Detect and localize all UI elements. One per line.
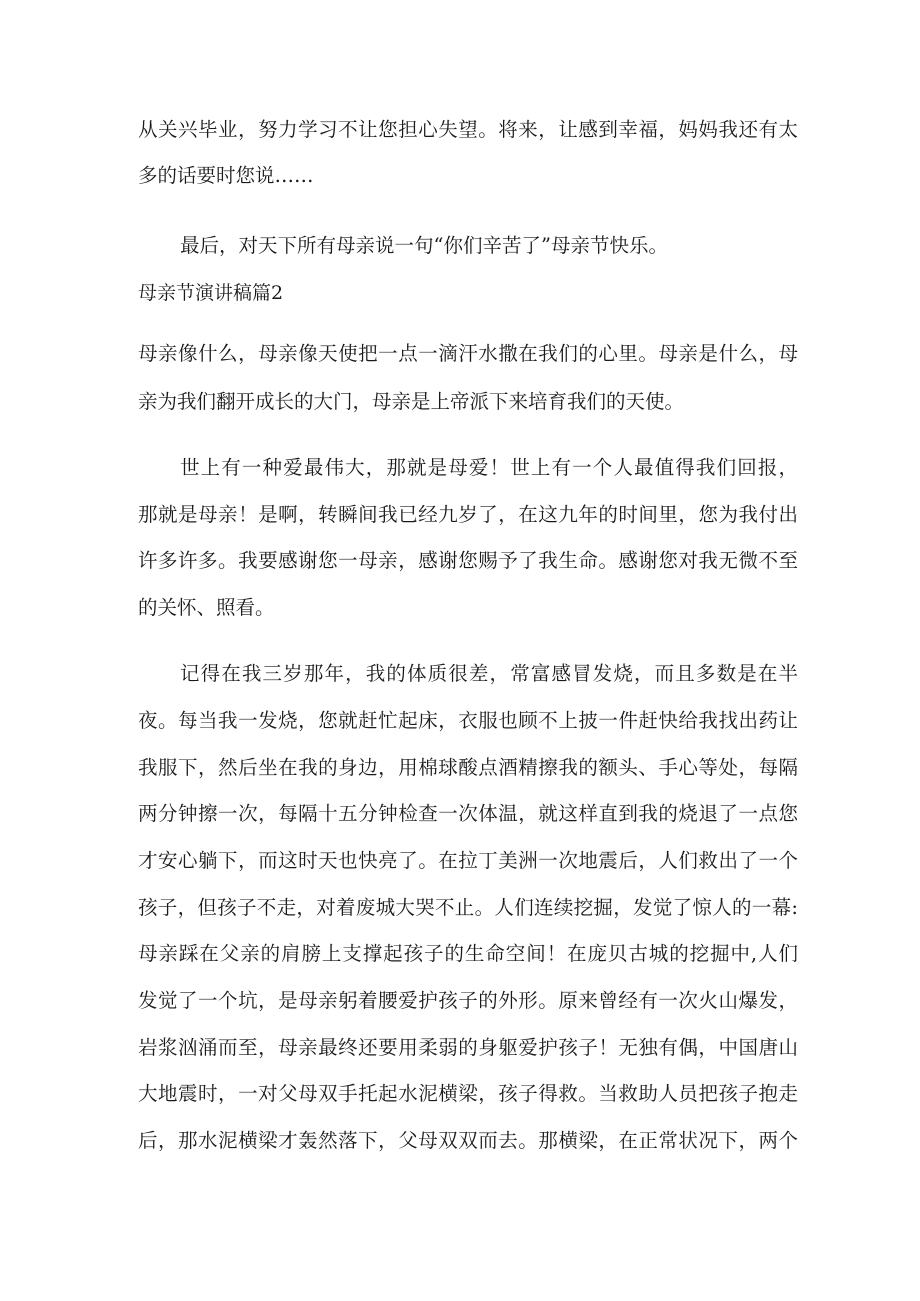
text-line: 两分钟擦一次，每隔十五分钟检查一次体温，就这样直到我的烧退了一点您 xyxy=(138,802,798,825)
text-line: 大地震时，一对父母双手托起水泥横梁，孩子得救。当救助人员把孩子抱走 xyxy=(138,1082,798,1105)
text-line: 从关兴毕业，努力学习不让您担心失望。将来，让感到幸福，妈妈我还有太 xyxy=(138,118,798,141)
text-line: 许多许多。我要感谢您一母亲，感谢您赐予了我生命。感谢您对我无微不至 xyxy=(138,549,798,572)
text-line: 母亲像什么，母亲像天使把一点一滴汗水撒在我们的心里。母亲是什么，母 xyxy=(138,342,798,365)
text-line: 岩浆汹涌而至，母亲最终还要用柔弱的身躯爱护孩子！无独有偶，中国唐山 xyxy=(138,1036,798,1059)
text-line: 我服下，然后坐在我的身边，用棉球酸点酒精擦我的额头、手心等处，每隔 xyxy=(138,756,798,779)
text-line: 孩子，但孩子不走，对着废城大哭不止。人们连续挖掘，发觉了惊人的一幕: xyxy=(138,896,798,919)
text-line: 后，那水泥横梁才轰然落下，父母双双而去。那横梁，在正常状况下，两个 xyxy=(138,1129,798,1152)
text-line: 记得在我三岁那年，我的体质很差，常富感冒发烧，而且多数是在半 xyxy=(180,662,798,685)
text-line: 母亲踩在父亲的肩膀上支撑起孩子的生命空间！在庞贝古城的挖掘中,人们 xyxy=(138,942,798,965)
text-line: 那就是母亲！是啊，转瞬间我已经九岁了，在这九年的时间里，您为我付出 xyxy=(138,503,798,526)
section-heading: 母亲节演讲稿篇2 xyxy=(138,282,284,304)
text-line: 最后，对天下所有母亲说一句“你们辛苦了”母亲节快乐。 xyxy=(180,234,668,257)
text-line: 发觉了一个坑，是母亲躬着腰爱护孩子的外形。原来曾经有一次火山爆发， xyxy=(138,989,798,1012)
text-line: 夜。每当我一发烧，您就赶忙起床，衣服也顾不上披一件赶快给我找出药让 xyxy=(138,709,798,732)
text-line: 亲为我们翻开成长的大门，母亲是上帝派下来培育我们的天使。 xyxy=(138,390,685,413)
text-line: 世上有一种爱最伟大，那就是母爱！世上有一个人最值得我们回报， xyxy=(180,456,798,479)
text-line: 的关怀、照看。 xyxy=(138,596,275,619)
text-line: 多的话要时您说…… xyxy=(138,164,314,187)
text-line: 才安心躺下，而这时天也快亮了。在拉丁美洲一次地震后，人们救出了一个 xyxy=(138,849,798,872)
